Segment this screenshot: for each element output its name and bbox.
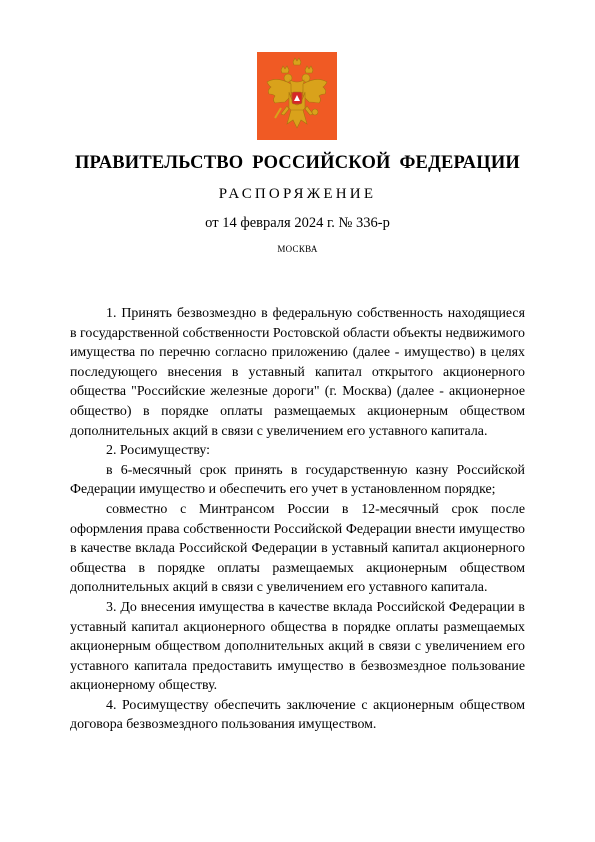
paragraph: в 6-месячный срок принять в государственную казну Российской Федерации имущество и обеспечить его учет в установленном порядке; bbox=[70, 462, 525, 498]
document-body bbox=[70, 304, 525, 735]
document-date-number: от 14 февраля 2024 г. № 336-р bbox=[205, 215, 390, 231]
paragraph: 4. Росимуществу обеспечить заключение с акционерным обществом договора безвозмездного пользования имуществом. bbox=[70, 697, 525, 733]
paragraph: совместно с Минтрансом России в 12-месячный срок после оформления права собственности Российской Федерации внести имущество в качестве вклада Российской Федерации в уставный капитал акционерного общества в порядке оплаты размещаемых акционерным обществом дополнительных акций в связи с увеличением его уставного капитала. bbox=[70, 501, 525, 596]
document-city: МОСКВА bbox=[277, 244, 318, 254]
government-title: ПРАВИТЕЛЬСТВО РОССИЙСКОЙ ФЕДЕРАЦИИ bbox=[74, 153, 521, 173]
paragraph: 2. Росимуществу: bbox=[106, 443, 211, 459]
russian-coat-of-arms-icon bbox=[257, 52, 337, 140]
paragraph: 1. Принять безвозмездно в федеральную собственность находящиеся в государственной собственности Ростовской области объекты недвижимого имущества по перечню согласно приложению (далее - имущество) в целях последующего внесения в уставный капитал открытого акционерного общества "Российские железные дороги" (г. Москва) (далее - акционерное общество) в порядке оплаты размещаемых акционерным обществом дополнительных акций в связи с увеличением его уставного капитала. bbox=[70, 306, 525, 439]
paragraph: 3. До внесения имущества в качестве вклада Российской Федерации в уставный капитал акционерного общества в порядке оплаты размещаемых акционерным обществом дополнительных акций в связи с увеличением его уставного капитала предоставить имущество в безвозмездное пользование акционерному обществу. bbox=[70, 599, 525, 694]
document-type: РАСПОРЯЖЕНИЕ bbox=[218, 186, 377, 202]
